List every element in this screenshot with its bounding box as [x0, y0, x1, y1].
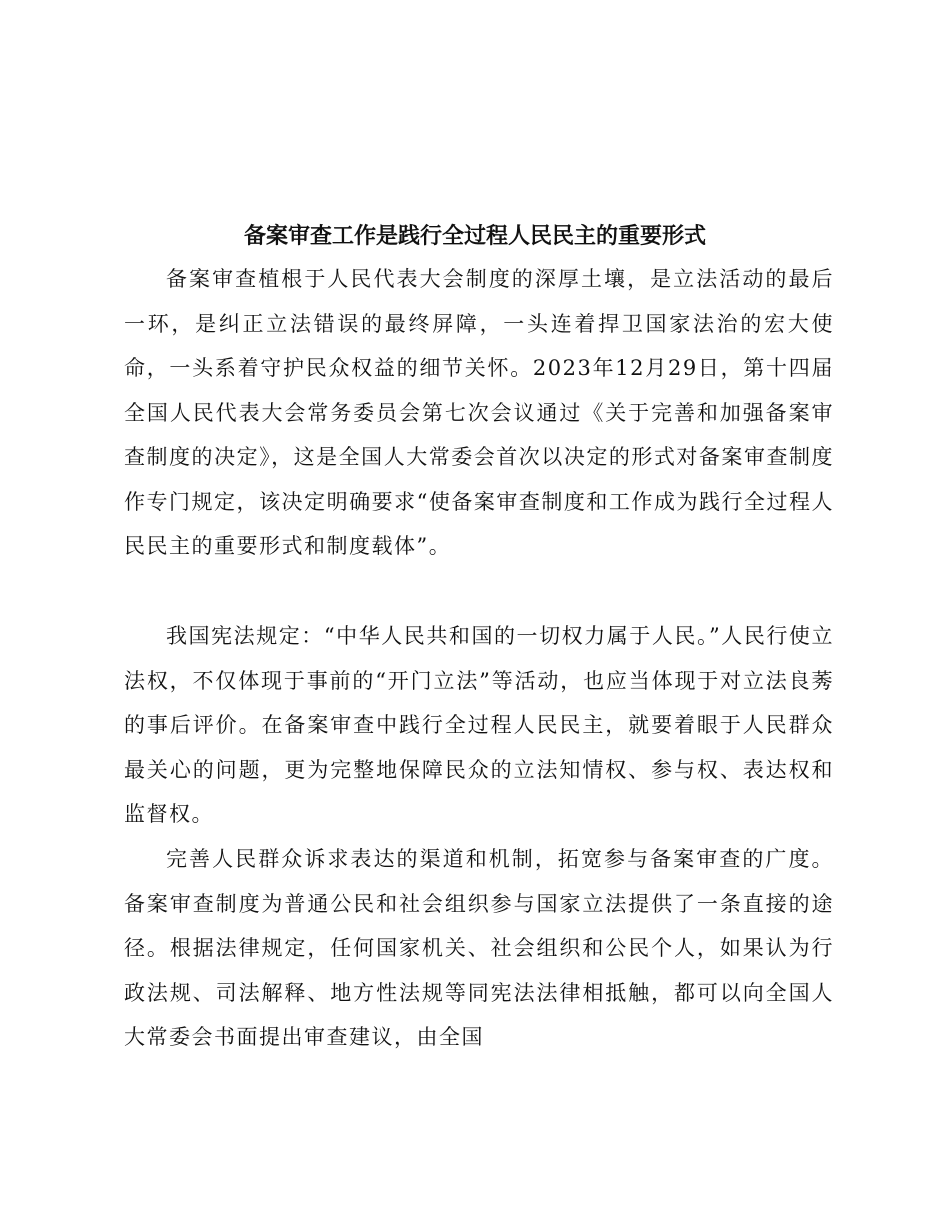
document-title: 备案审查工作是践行全过程人民民主的重要形式	[243, 223, 706, 249]
paragraph-3: 完善人民群众诉求表达的渠道和机制，拓宽参与备案审查的广度。备案审查制度为普通公民和社会组织参与国家立法提供了一条直接的途径。根据法律规定，任何国家机关、社会组织和公民个人，如果认为行政法规、司法解释、地方性法规等同宪法法律相抵触，都可以向全国人大常委会书面提出审查建议，由全国	[124, 847, 834, 1049]
paragraph-2: 我国宪法规定：“中华人民共和国的一切权力属于人民。”人民行使立法权，不仅体现于事前的“开门立法”等活动，也应当体现于对立法良莠的事后评价。在备案审查中践行全过程人民民主，就要着眼于人民群众最关心的问题，更为完整地保障民众的立法知情权、参与权、表达权和监督权。	[124, 624, 834, 826]
paragraph-1: 备案审查植根于人民代表大会制度的深厚土壤，是立法活动的最后一环，是纠正立法错误的最终屏障，一头连着捍卫国家法治的宏大使命，一头系着守护民众权益的细节关怀。2023年12月29日，第十四届全国人民代表大会常务委员会第七次会议通过《关于完善和加强备案审查制度的决定》，这是全国人大常委会首次以决定的形式对备案审查制度作专门规定，该决定明确要求“使备案审查制度和工作成为践行全过程人民民主的重要形式和制度载体”。	[124, 267, 834, 558]
